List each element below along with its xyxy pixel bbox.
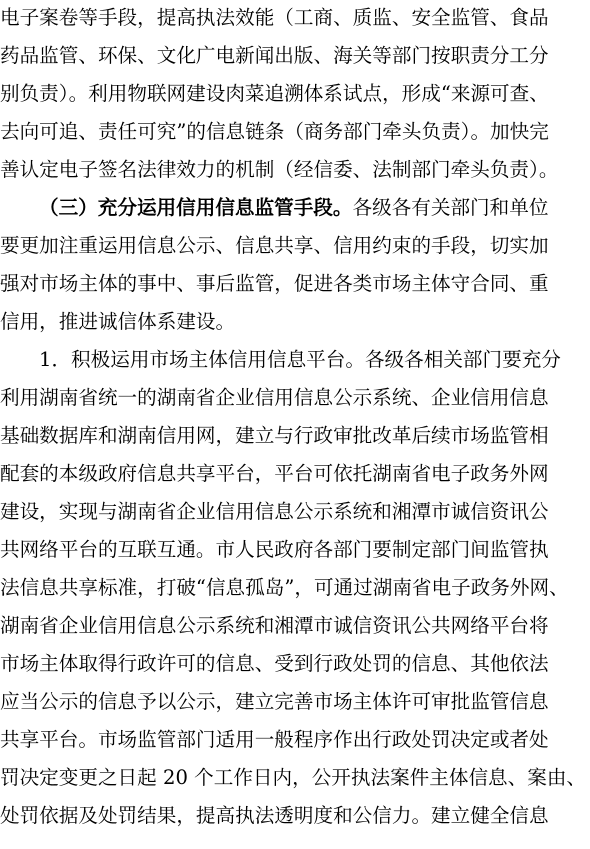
text-line: 电子案卷等手段，提高执法效能（工商、质监、安全监管、食品 — [0, 6, 549, 29]
text-line: 别负责）。利用物联网建设肉菜追溯体系试点，形成“来源可查、 — [0, 82, 549, 105]
text-line: 配套的本级政府信息共享平台，平台可依托湖南省电子政务外网 — [0, 462, 549, 485]
text-line: 去向可追、责任可究”的信息链条（商务部门牵头负责）。加快完 — [0, 120, 549, 143]
text-line: 强对市场主体的事中、事后监管，促进各类市场主体守合同、重 — [0, 272, 549, 295]
section-lead-text: 各级各有关部门和单位 — [352, 196, 549, 219]
text-line: 共网络平台的互联互通。市人民政府各部门要制定部门间监管执 — [0, 538, 549, 561]
section-heading-line — [39, 187, 590, 229]
text-line: 共享平台。市场监管部门适用一般程序作出行政处罚决定或者处 — [0, 728, 549, 751]
section-heading: （三）充分运用信用信息监管手段。 — [39, 196, 353, 219]
text-line: 市场主体取得行政许可的信息、受到行政处罚的信息、其他依法 — [0, 652, 549, 675]
text-line: 利用湖南省统一的湖南省企业信用信息公示系统、企业信用信息 — [0, 386, 549, 409]
text-line: 要更加注重运用信息公示、信息共享、信用约束的手段，切实加 — [0, 234, 549, 257]
text-line: 法信息共享标准，打破“信息孤岛”，可通过湖南省电子政务外网、 — [0, 576, 569, 599]
numbered-item-start: 1．积极运用市场主体信用信息平台。各级各相关部门要充分 — [39, 348, 561, 371]
text-line: 基础数据库和湖南信用网，建立与行政审批改革后续市场监管相 — [0, 424, 549, 447]
text-line: 建设，实现与湖南省企业信用信息公示系统和湘潭市诚信资讯公 — [0, 500, 549, 523]
text-line: 药品监管、环保、文化广电新闻出版、海关等部门按职责分工分 — [0, 44, 549, 67]
text-line: 应当公示的信息予以公示，建立完善市场主体许可审批监管信息 — [0, 690, 549, 713]
text-line: 处罚依据及处罚结果，提高执法透明度和公信力。建立健全信息 — [0, 804, 549, 827]
text-line: 善认定电子签名法律效力的机制（经信委、法制部门牵头负责）。 — [0, 158, 559, 181]
text-line: 湖南省企业信用信息公示系统和湘潭市诚信资讯公共网络平台将 — [0, 614, 549, 637]
text-line: 信用，推进诚信体系建设。 — [0, 310, 236, 333]
text-line: 罚决定变更之日起 20 个工作日内，公开执法案件主体信息、案由、 — [0, 766, 587, 789]
